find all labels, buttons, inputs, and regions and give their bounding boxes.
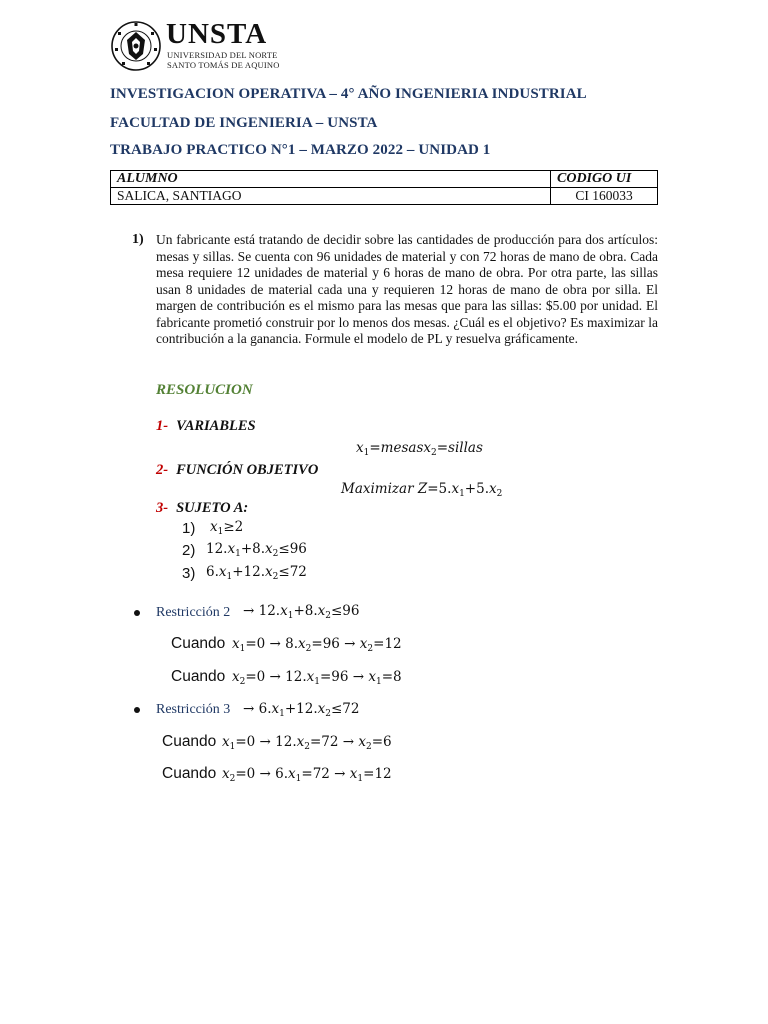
constraint-number: 1) (182, 520, 196, 537)
step-number: 2- (156, 462, 169, 478)
constraint-1: $x_1\ge 2$ (210, 519, 244, 537)
constraint-number: 3) (182, 565, 196, 582)
var-x2-word: sillas (448, 440, 483, 456)
column-header-code: CODIGO UI (551, 171, 658, 188)
step-subject-to (156, 500, 248, 517)
var-x1-word: mesas (380, 440, 424, 456)
student-table (110, 170, 658, 205)
question-text: Un fabricante está tratando de decidir sobre las cantidades de producción para dos artículos: mesas y sillas. Se cuenta con 96 unidades de material y con 72 horas de mano de obra. Cada mesa requiere 12 unidades de material y 6 horas de mano de obra. Por otra parte, las sillas usan 8 unidades de material cada una y requieren 12 horas de mano de obra por silla. El margen de contribución es el mismo para las mesas que para las sillas: $5.00 por unidad. El fabricante prometió construir por lo menos dos mesas. ¿Cuál es el objetivo? Es maximizar la contribución a la ganancia. Formule el modelo de PL y resuelva gráficamente. (156, 232, 658, 346)
step-number: 3- (156, 500, 169, 516)
step-label: FUNCIÓN OBJETIVO (176, 462, 319, 478)
restriction-3-case-1: $x_1=0 \to 12.x_2=72 \to x_2=6$ (222, 734, 392, 752)
restriction-3-label: Restricción 3 (156, 702, 231, 717)
maximize-word: Maximizar (341, 481, 414, 497)
column-header-student: ALUMNO (111, 171, 551, 188)
restriction-2-case-1: $x_1=0 \to 8.x_2=96 \to x_2=12$ (232, 636, 402, 654)
course-title: INVESTIGACION OPERATIVA – 4° AÑO INGENIERIA INDUSTRIAL (110, 86, 587, 102)
university-seal-icon (110, 20, 162, 72)
table-row (111, 188, 658, 205)
university-name: UNSTA (166, 18, 268, 50)
objective-function: Maximizar $Z=5.x_1+5.x_2$ (341, 481, 503, 499)
restriction-2-label: Restricción 2 (156, 605, 231, 620)
constraint-3: $6.x_1+12.x_2\le 72$ (206, 564, 307, 582)
resolution-heading: RESOLUCION (156, 382, 253, 398)
student-code: CI 160033 (551, 188, 658, 205)
constraint-number: 2) (182, 542, 196, 559)
cuando-label: Cuando (162, 765, 217, 782)
bullet-icon (134, 707, 140, 713)
step-label: VARIABLES (176, 418, 256, 434)
restriction-2-case-2: $x_2=0 \to 12.x_1=96 \to x_1=8$ (232, 669, 402, 687)
assignment-title: TRABAJO PRACTICO N°1 – MARZO 2022 – UNIDAD 1 (110, 142, 491, 158)
step-objective (156, 462, 318, 479)
step-number: 1- (156, 418, 169, 434)
step-variables (156, 418, 256, 435)
variables-definition: $x_1=mesasx_2=sillas$ (356, 440, 483, 458)
restriction-3-case-2: $x_2=0 \to 6.x_1=72 \to x_1=12$ (222, 766, 392, 784)
step-label: SUJETO A: (176, 500, 249, 516)
university-logo (110, 20, 290, 72)
cuando-label: Cuando (162, 733, 217, 750)
cuando-label: Cuando (171, 635, 226, 652)
student-name: SALICA, SANTIAGO (111, 188, 551, 205)
university-subtitle-1: UNIVERSIDAD DEL NORTE (167, 50, 278, 60)
cuando-label: Cuando (171, 668, 226, 685)
table-header-row (111, 171, 658, 188)
faculty-title: FACULTAD DE INGENIERIA – UNSTA (110, 115, 378, 131)
question-number: 1) (132, 232, 144, 247)
bullet-icon (134, 610, 140, 616)
restriction-3-equation: → $6.x_1+12.x_2\le 72$ (243, 701, 360, 719)
restriction-2-equation: → $12.x_1+8.x_2\le 96$ (243, 603, 360, 621)
constraint-2: $12.x_1+8.x_2\le 96$ (206, 541, 307, 559)
university-subtitle-2: SANTO TOMÁS DE AQUINO (167, 60, 280, 70)
